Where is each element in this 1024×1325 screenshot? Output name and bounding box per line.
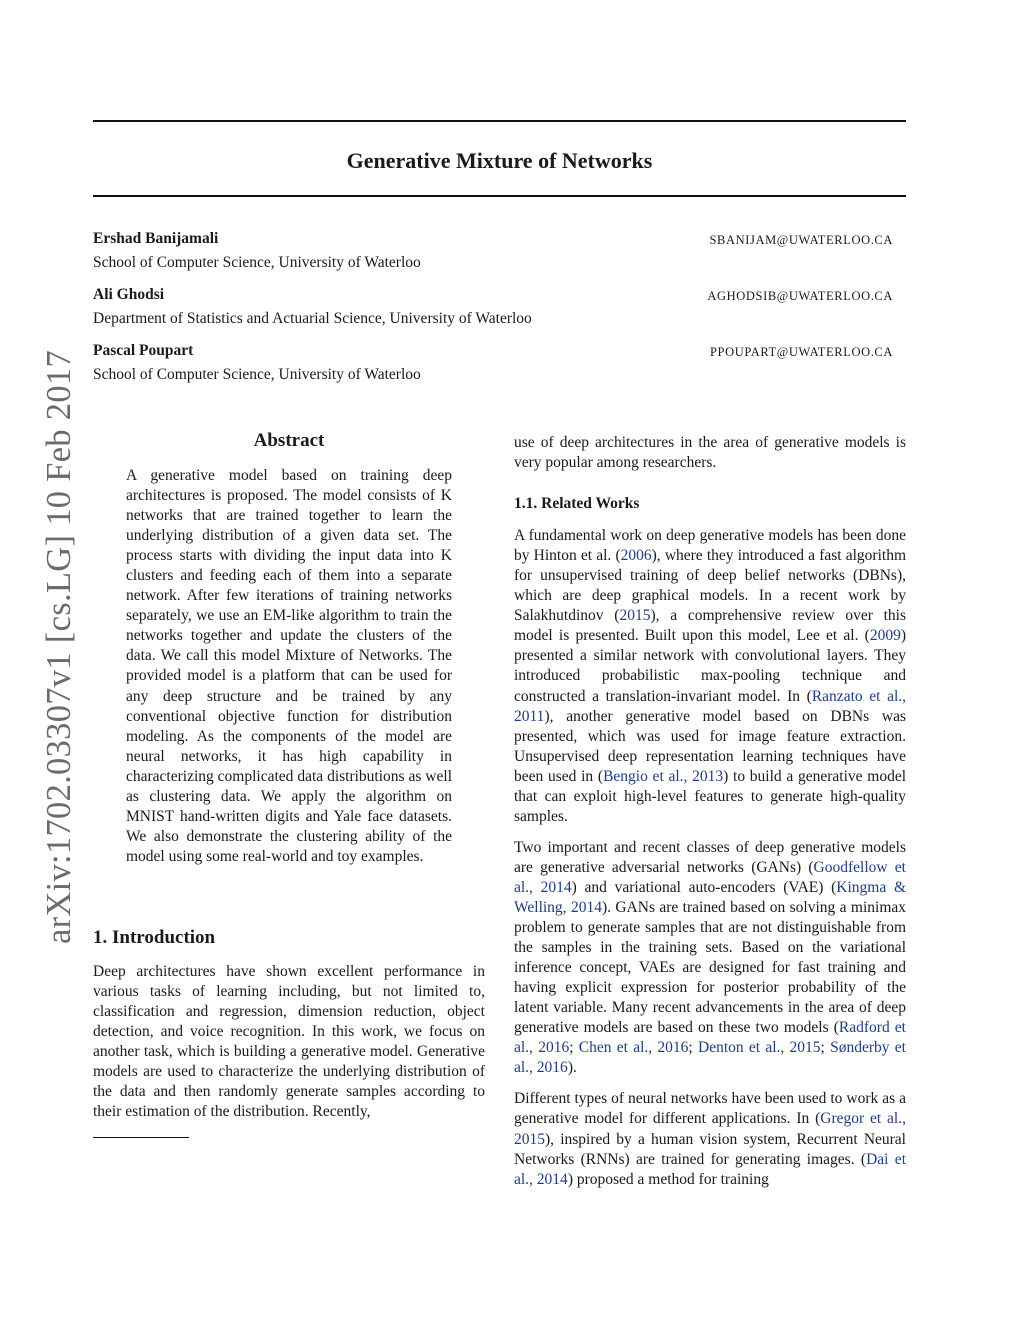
- related-works-paragraph-3: Different types of neural networks have been used to work as a generative model for different applications. In (Gregor et al., 2015), inspired by a human vision system, Recurrent Neural Networks (RNNs) are trained for generating images. (Dai et al., 2014) proposed a method for training: [514, 1090, 906, 1188]
- citation-link[interactable]: 2006: [620, 547, 652, 565]
- introduction-text: [93, 962, 485, 1122]
- section-heading-introduction: 1. Introduction: [93, 927, 216, 948]
- abstract-heading: Abstract: [253, 430, 325, 451]
- author-affiliation: School of Computer Science, University of Waterloo: [93, 254, 421, 271]
- author-name: Ershad Banijamali: [93, 230, 219, 247]
- title-bottom-rule: [93, 195, 906, 197]
- subsection-heading-related-works: 1.1. Related Works: [514, 495, 640, 513]
- arxiv-identifier: arXiv:1702.03307v1 [cs.LG] 10 Feb 2017: [40, 350, 78, 944]
- citation-link[interactable]: Dai et al., 2014: [514, 1150, 906, 1188]
- related-works-paragraph-1: A fundamental work on deep generative models has been done by Hinton et al. (2006), where they introduced a fast algorithm for unsupervised training of deep belief networks (DBNs), which are deep graphical models. In a recent work by Salakhutdinov (2015), a comprehensive review over this model is presented. Built upon this model, Lee et al. (2009) presented a similar network with convolutional layers. They introduced probabilistic max-pooling technique and constructed a translation-invariant model. In (Ranzato et al., 2011), another generative model based on DBNs was presented, which was used for image feature extraction. Unsupervised deep representation learning techniques have been used in (Bengio et al., 2013) to build a generative model that can exploit high-level features to generate high-quality samples.: [514, 527, 907, 825]
- citation-link[interactable]: Gregor et al., 2015: [514, 1110, 906, 1148]
- right-column: [514, 433, 906, 1190]
- paper-title: Generative Mixture of Networks: [346, 148, 653, 173]
- citation-link[interactable]: Bengio et al., 2013: [603, 767, 724, 785]
- author-name: Ali Ghodsi: [93, 286, 165, 303]
- citation-link[interactable]: 2015: [619, 607, 651, 625]
- citation-link[interactable]: Sønderby et al., 2016: [514, 1039, 906, 1077]
- citation-link[interactable]: Radford et al., 2016: [514, 1019, 906, 1057]
- abstract-paragraph: A generative model based on training deep architectures is proposed. The model consists of K networks that are trained together to learn the underlying distribution of a given data set. The process starts with dividing the input data into K clusters and feeding each of them into a separate network. After few iterations of training networks separately, we use an EM-like algorithm to train the networks together and update the clusters of the data. We call this model Mixture of Networks. The provided model is a platform that can be used for any deep structure and be trained by any conventional objective function for distribution modeling. As the components of the model are neural networks, it has high capability in characterizing complicated data distributions as well as clustering data. We apply the algorithm on MNIST hand-written digits and Yale face datasets. We also demonstrate the clustering ability of the model using some real-world and toy examples.: [126, 467, 452, 865]
- citation-link[interactable]: Ranzato et al., 2011: [514, 687, 907, 725]
- author-email[interactable]: AGHODSIB@UWATERLOO.CA: [707, 289, 893, 303]
- introduction-continued: use of deep architectures in the area of generative models is very popular among researchers.: [514, 434, 906, 472]
- citation-link[interactable]: Chen et al., 2016: [578, 1039, 689, 1057]
- footnote-rule: [93, 1137, 189, 1138]
- author-name: Pascal Poupart: [93, 342, 194, 359]
- citation-link[interactable]: Goodfellow et al., 2014: [514, 858, 906, 896]
- author-email[interactable]: SBANIJAM@UWATERLOO.CA: [709, 233, 893, 247]
- citation-link[interactable]: Denton et al., 2015: [698, 1039, 821, 1057]
- abstract-text: [126, 466, 452, 867]
- top-rule: [93, 120, 906, 122]
- citation-link[interactable]: Kingma & Welling, 2014: [514, 878, 906, 916]
- author-affiliation: School of Computer Science, University of Waterloo: [93, 366, 421, 383]
- related-works-paragraph-2: Two important and recent classes of deep generative models are generative adversarial networks (GANs) (Goodfellow et al., 2014) and variational auto-encoders (VAE) (Kingma & Welling, 2014). GANs are trained based on solving a minimax problem to generate samples that are not distinguishable from the samples in the training sets. Based on the variational inference concept, VAEs are designed for fast training and having explicit expression for posterior probability of the latent variable. Many recent advancements in the area of deep generative models are based on these two models (Radford et al., 2016; Chen et al., 2016; Denton et al., 2015; Sønderby et al., 2016).: [514, 838, 907, 1077]
- citation-link[interactable]: 2009: [869, 627, 901, 645]
- introduction-paragraph: Deep architectures have shown excellent performance in various tasks of learning including, but not limited to, classification and regression, dimension reduction, object detection, and voice recognition. In this work, we focus on another task, which is building a generative model. Generative models are used to characterize the underlying distribution of the data and then randomly generate samples according to their estimation of the distribution. Recently,: [93, 963, 485, 1121]
- author-email[interactable]: PPOUPART@UWATERLOO.CA: [710, 345, 893, 359]
- author-affiliation: Department of Statistics and Actuarial Science, University of Waterloo: [93, 310, 532, 327]
